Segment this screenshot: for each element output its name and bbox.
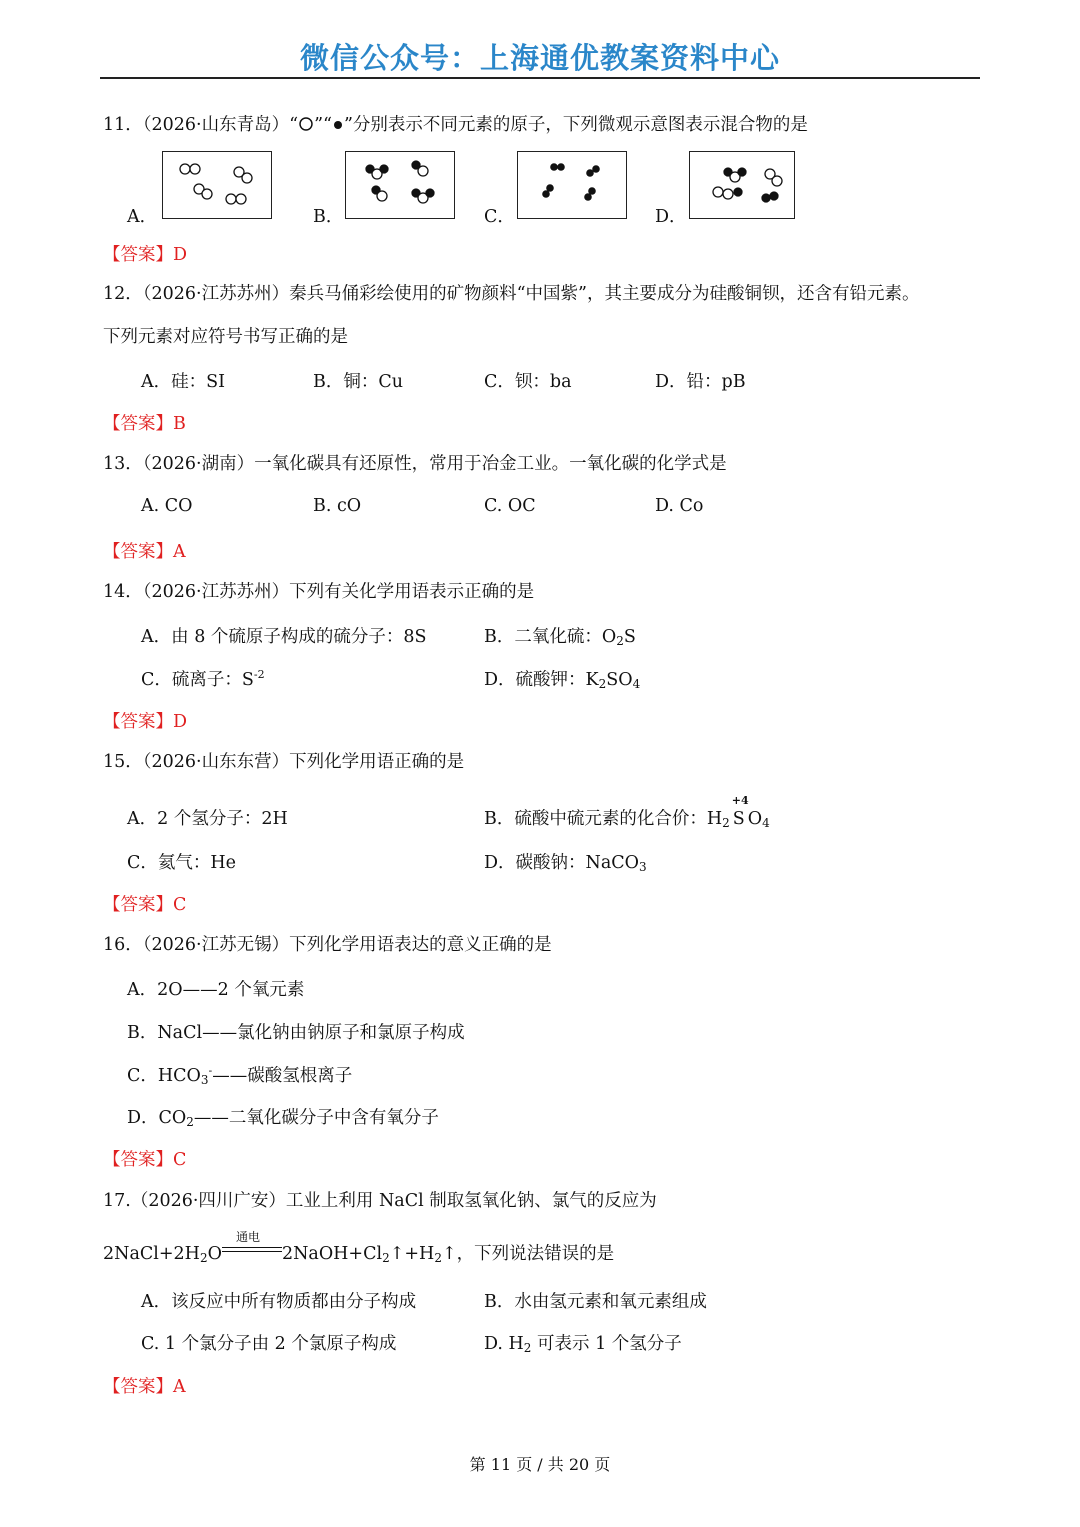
q15-option-d-text: D．碳酸钠：NaCO <box>484 853 640 873</box>
q17-answer-tag: 【答案】 <box>103 1377 173 1397</box>
q14-option-d-text: D．硫酸钾：K <box>484 670 599 690</box>
q11-option-b-label: B． <box>313 207 344 227</box>
q17-eq-sub3: 2 <box>434 1251 442 1265</box>
q15-option-b-text: B．硫酸中硫元素的化合价：H <box>484 809 723 829</box>
q16-answer-tag: 【答案】 <box>103 1150 173 1170</box>
white-atom-icon <box>298 116 314 132</box>
q17-eq-oxygen: O <box>207 1244 222 1264</box>
q16-option-b: B．NaCl——氯化钠由钠原子和氯原子构成 <box>127 1023 465 1043</box>
q15-answer <box>103 891 186 916</box>
q15-oxygen-symbol: O <box>747 809 763 829</box>
q15-valence-mark: +4 <box>731 794 749 807</box>
q12-stem-line-2: 下列元素对应符号书写正确的是 <box>103 327 348 347</box>
q11-diagram-d-figure <box>690 152 794 218</box>
q14-option-a: A．由 8 个硫原子构成的硫分子：8S <box>141 627 427 647</box>
q11-option-d-label: D． <box>655 207 687 227</box>
q17-option-c: C. 1 个氯分子由 2 个氯原子构成 <box>141 1334 397 1354</box>
q16-answer-value: C <box>173 1150 187 1170</box>
q14-option-b-sub: 2 <box>616 634 624 648</box>
q17-eq-products-2: ↑+H <box>389 1244 435 1264</box>
q14-option-d-mid: SO <box>606 670 633 690</box>
q14-option-d <box>484 666 640 691</box>
q17-option-d-post: 可表示 1 个氢分子 <box>531 1334 682 1354</box>
page-header-title: 微信公众号：上海通优教案资料中心 <box>299 41 780 75</box>
q11-diagram-b-figure <box>346 152 454 218</box>
q15-valence-sulfur <box>731 794 749 829</box>
q17-option-d <box>484 1330 682 1355</box>
page-number: 第 11 页 / 共 20 页 <box>469 1455 611 1474</box>
q14-answer-tag: 【答案】 <box>103 712 173 732</box>
q12-answer-tag: 【答案】 <box>103 414 173 434</box>
q11-answer-value: D <box>173 245 188 265</box>
q15-answer-tag: 【答案】 <box>103 895 173 915</box>
q15-option-b-sub1: 2 <box>722 816 730 830</box>
q16-option-c-post: ——碳酸氢根离子 <box>212 1066 353 1086</box>
q14-answer-value: D <box>173 712 188 732</box>
q16-option-a: A．2O——2 个氧元素 <box>127 980 305 1000</box>
q16-option-d-text: D．CO <box>127 1108 187 1128</box>
q15-option-d <box>484 849 647 874</box>
q15-sulfur-symbol: S <box>732 809 745 829</box>
q17-option-d-text: D. H <box>484 1334 524 1354</box>
q13-option-b: B. cO <box>313 496 362 516</box>
black-atom-icon <box>332 119 344 131</box>
q15-stem: 15．（2026·山东东营）下列化学用语正确的是 <box>103 752 465 772</box>
q16-option-c-sub: 3 <box>200 1073 209 1087</box>
q12-stem-line-1: 12．（2026·江苏苏州）秦兵马俑彩绘使用的矿物颜料“中国紫”，其主要成分为硅酸铜钡，还含有铅元素。 <box>103 284 920 304</box>
q16-option-c-sup: - <box>208 1064 213 1077</box>
q11-diagram-c <box>517 151 627 219</box>
q11-stem <box>103 113 808 137</box>
q11-option-a-label: A． <box>127 207 158 227</box>
q12-option-b: B．铜：Cu <box>313 372 404 392</box>
q12-answer <box>103 410 186 435</box>
q14-stem: 14．（2026·江苏苏州）下列有关化学用语表示正确的是 <box>103 582 535 602</box>
q17-stem-line-1: 17.（2026·四川广安）工业上利用 NaCl 制取氢氧化钠、氯气的反应为 <box>103 1191 657 1211</box>
q15-option-d-sub: 3 <box>639 860 647 874</box>
header-divider <box>100 77 980 79</box>
q17-answer <box>103 1373 186 1398</box>
q14-option-b <box>484 623 636 648</box>
q14-option-c-sup: -2 <box>253 668 265 681</box>
q17-equation <box>103 1230 615 1270</box>
q11-answer <box>103 241 187 266</box>
q16-option-d-sub: 2 <box>186 1115 194 1129</box>
q11-diagram-c-figure <box>518 152 626 218</box>
q17-eq-sub2: 2 <box>382 1251 390 1265</box>
q16-option-d <box>127 1104 439 1129</box>
q13-answer-value: A <box>173 542 186 562</box>
q15-answer-value: C <box>173 895 187 915</box>
q15-option-c: C．氦气：He <box>127 853 237 873</box>
q13-answer-tag: 【答案】 <box>103 542 173 562</box>
q16-stem: 16．（2026·江苏无锡）下列化学用语表达的意义正确的是 <box>103 935 552 955</box>
q17-eq-tail: ↑，下列说法错误的是 <box>441 1244 615 1264</box>
q17-eq-condition: 通电 <box>235 1230 260 1244</box>
q16-option-c <box>127 1062 352 1087</box>
q14-option-d-sub2: 4 <box>632 677 641 691</box>
q13-stem: 13．（2026·湖南）一氧化碳具有还原性，常用于冶金工业。一氧化碳的化学式是 <box>103 454 727 474</box>
q15-option-a: A．2 个氢分子：2H <box>127 809 288 829</box>
q11-answer-tag: 【答案】 <box>103 245 173 265</box>
q11-diagram-a-figure <box>163 152 271 218</box>
q16-option-c-text: C．HCO <box>127 1066 201 1086</box>
q11-diagram-d <box>689 151 795 219</box>
q17-eq-reactants: 2NaCl+2H <box>103 1244 200 1264</box>
q11-option-c-label: C． <box>484 207 515 227</box>
q17-option-d-sub: 2 <box>523 1341 532 1355</box>
reaction-arrow-icon <box>222 1230 282 1257</box>
q11-stem-post: ”分别表示不同元素的原子，下列微观示意图表示混合物的是 <box>343 115 808 135</box>
q17-option-a: A．该反应中所有物质都由分子构成 <box>141 1292 417 1312</box>
q12-option-a: A．硅：SI <box>141 372 226 392</box>
q12-answer-value: B <box>173 414 186 434</box>
q14-option-c <box>141 666 265 691</box>
q15-option-b <box>484 794 770 830</box>
q13-option-a: A. CO <box>141 496 193 516</box>
q17-option-b: B．水由氢元素和氧元素组成 <box>484 1292 707 1312</box>
q14-option-b-text: B．二氧化硫：O <box>484 627 617 647</box>
q11-stem-pre: 11．（2026·山东青岛）“ <box>103 115 299 135</box>
q17-answer-value: A <box>173 1377 186 1397</box>
q14-answer <box>103 708 187 733</box>
q15-option-b-sub2: 4 <box>762 816 770 830</box>
q14-option-c-text: C．硫离子：S <box>141 670 254 690</box>
q17-eq-products: 2NaOH+Cl <box>281 1244 383 1264</box>
q14-option-b-post: S <box>623 627 636 647</box>
q12-option-d: D．铅：pB <box>655 372 746 392</box>
q11-diagram-a <box>162 151 272 219</box>
q16-answer <box>103 1146 186 1171</box>
q11-diagram-b <box>345 151 455 219</box>
q16-option-d-post: ——二氧化碳分子中含有氧分子 <box>193 1108 439 1128</box>
q14-option-d-sub1: 2 <box>598 677 607 691</box>
q11-stem-mid: ”“ <box>314 115 332 135</box>
q12-option-c: C．钡：ba <box>484 372 572 392</box>
q13-answer <box>103 538 186 563</box>
q17-eq-sub1: 2 <box>199 1251 208 1265</box>
q13-option-d: D. Co <box>655 496 704 516</box>
q13-option-c: C. OC <box>484 496 536 516</box>
